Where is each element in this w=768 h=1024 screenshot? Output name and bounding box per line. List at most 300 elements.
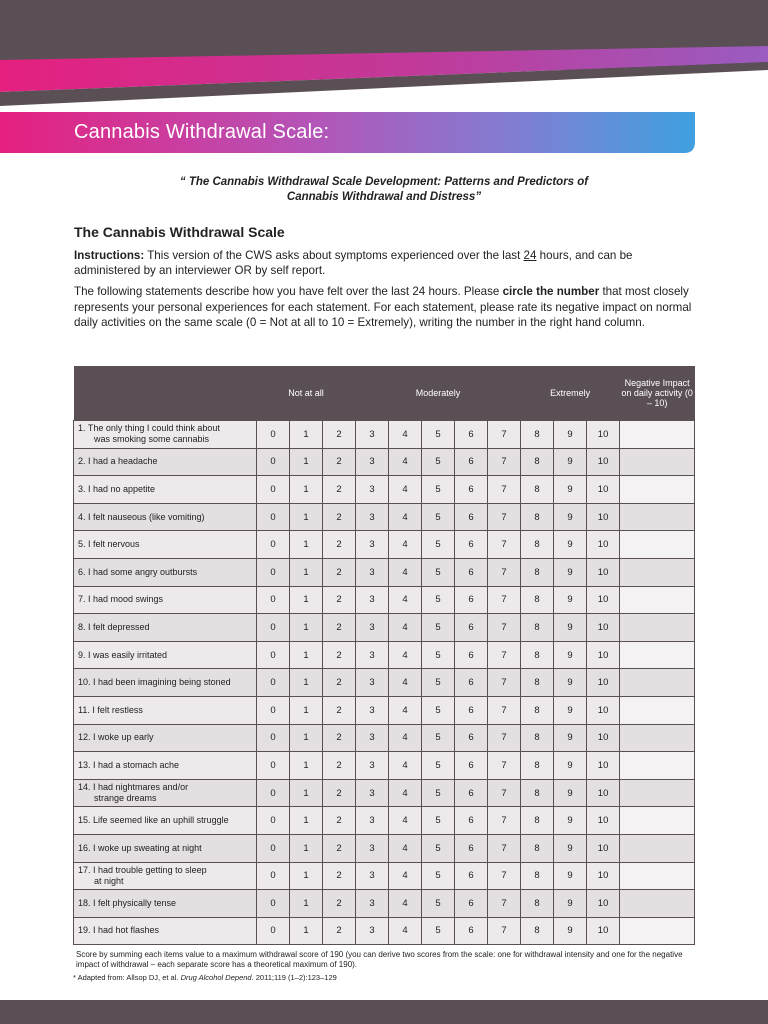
negative-impact-input[interactable] bbox=[620, 862, 695, 890]
scale-option[interactable]: 2 bbox=[323, 614, 356, 642]
scale-option[interactable]: 2 bbox=[323, 917, 356, 945]
scale-option[interactable]: 4 bbox=[389, 696, 422, 724]
item-label-line-1: 15. Life seemed like an uphill struggle bbox=[78, 815, 229, 826]
quote-line-2: Cannabis Withdrawal and Distress” bbox=[286, 191, 482, 203]
item-label-line-1: 9. I was easily irritated bbox=[78, 649, 168, 660]
negative-impact-input[interactable] bbox=[620, 421, 695, 449]
item-label-line-1: 16. I woke up sweating at night bbox=[78, 842, 202, 853]
scale-option[interactable]: 1 bbox=[290, 421, 323, 449]
scale-option[interactable]: 8 bbox=[521, 779, 554, 807]
table-row bbox=[74, 531, 695, 559]
scale-option[interactable]: 5 bbox=[422, 421, 455, 449]
item-label-line-1: 14. I had nightmares and/or bbox=[78, 782, 189, 793]
negative-impact-input[interactable] bbox=[620, 917, 695, 945]
scale-option[interactable]: 1 bbox=[290, 917, 323, 945]
scale-option[interactable]: 6 bbox=[455, 696, 488, 724]
scale-option[interactable]: 4 bbox=[389, 807, 422, 835]
item-label bbox=[74, 448, 257, 476]
scale-option[interactable]: 9 bbox=[554, 558, 587, 586]
scale-option[interactable]: 10 bbox=[587, 421, 620, 449]
scale-option[interactable]: 3 bbox=[356, 724, 389, 752]
negative-impact-input[interactable] bbox=[620, 503, 695, 531]
scale-option[interactable]: 6 bbox=[455, 917, 488, 945]
scale-option[interactable]: 8 bbox=[521, 476, 554, 504]
scale-option[interactable]: 5 bbox=[422, 558, 455, 586]
scale-option[interactable]: 2 bbox=[323, 531, 356, 559]
scale-option[interactable]: 2 bbox=[323, 476, 356, 504]
scale-option[interactable]: 5 bbox=[422, 807, 455, 835]
scale-option[interactable]: 10 bbox=[587, 531, 620, 559]
negative-impact-input[interactable] bbox=[620, 531, 695, 559]
table-row bbox=[74, 448, 695, 476]
negative-impact-input[interactable] bbox=[620, 669, 695, 697]
scale-option[interactable]: 4 bbox=[389, 448, 422, 476]
scale-option[interactable]: 2 bbox=[323, 421, 356, 449]
footer-bar bbox=[0, 1000, 768, 1024]
scale-option[interactable]: 7 bbox=[488, 834, 521, 862]
scale-option[interactable]: 2 bbox=[323, 752, 356, 780]
scale-option[interactable]: 9 bbox=[554, 641, 587, 669]
scale-option[interactable]: 4 bbox=[389, 641, 422, 669]
scale-option[interactable]: 7 bbox=[488, 669, 521, 697]
scale-option[interactable]: 9 bbox=[554, 586, 587, 614]
scale-option[interactable]: 10 bbox=[587, 890, 620, 918]
scale-option[interactable]: 7 bbox=[488, 421, 521, 449]
scale-option[interactable]: 3 bbox=[356, 862, 389, 890]
scale-option[interactable]: 1 bbox=[290, 641, 323, 669]
scale-option[interactable]: 0 bbox=[257, 586, 290, 614]
scale-option[interactable]: 3 bbox=[356, 669, 389, 697]
scale-option[interactable]: 7 bbox=[488, 890, 521, 918]
scale-option[interactable]: 6 bbox=[455, 834, 488, 862]
scale-option[interactable]: 6 bbox=[455, 724, 488, 752]
scale-option[interactable]: 8 bbox=[521, 669, 554, 697]
scale-option[interactable]: 1 bbox=[290, 586, 323, 614]
citation-suffix: . 2011;119 (1–2):123–129 bbox=[251, 973, 337, 982]
scale-option[interactable]: 8 bbox=[521, 696, 554, 724]
item-label bbox=[74, 531, 257, 559]
scale-option[interactable]: 9 bbox=[554, 724, 587, 752]
withdrawal-scale-table bbox=[73, 366, 695, 945]
scale-option[interactable]: 8 bbox=[521, 807, 554, 835]
table-row bbox=[74, 862, 695, 890]
negative-impact-input[interactable] bbox=[620, 586, 695, 614]
scale-option[interactable]: 7 bbox=[488, 503, 521, 531]
item-label-line-1: 17. I had trouble getting to sleep bbox=[78, 864, 207, 875]
scale-option[interactable]: 9 bbox=[554, 807, 587, 835]
statement-text-b: that most closely represents your personal experiences for each statement. For each statement, please rate its negative impact on normal daily activities on the same scale (0 = Not at all to 10 = Extremely), writing the number in the right hand column. bbox=[74, 285, 692, 329]
scale-option[interactable]: 10 bbox=[587, 586, 620, 614]
item-label-line-1: 12. I woke up early bbox=[78, 732, 154, 743]
scale-option[interactable]: 6 bbox=[455, 641, 488, 669]
scale-option[interactable]: 3 bbox=[356, 890, 389, 918]
scale-option[interactable]: 3 bbox=[356, 614, 389, 642]
scale-option[interactable]: 7 bbox=[488, 779, 521, 807]
scale-option[interactable]: 4 bbox=[389, 421, 422, 449]
scale-option[interactable]: 7 bbox=[488, 862, 521, 890]
scale-option[interactable]: 0 bbox=[257, 724, 290, 752]
scale-option[interactable]: 7 bbox=[488, 558, 521, 586]
item-label-line-1: 13. I had a stomach ache bbox=[78, 759, 180, 770]
table-row bbox=[74, 807, 695, 835]
negative-impact-input[interactable] bbox=[620, 752, 695, 780]
item-label-line-1: 10. I had been imagining being stoned bbox=[78, 677, 231, 688]
scale-option[interactable]: 5 bbox=[422, 503, 455, 531]
header-negative-impact: Negative Impact on daily activity (0 – 10) bbox=[620, 366, 695, 421]
scale-option[interactable]: 5 bbox=[422, 890, 455, 918]
scale-option[interactable]: 5 bbox=[422, 696, 455, 724]
scale-option[interactable]: 6 bbox=[455, 503, 488, 531]
instructions-text-a: This version of the CWS asks about symptoms experienced over the last bbox=[144, 249, 524, 262]
item-label-line-1: 3. I had no appetite bbox=[78, 483, 156, 494]
scale-option[interactable]: 3 bbox=[356, 586, 389, 614]
scale-option[interactable]: 5 bbox=[422, 614, 455, 642]
negative-impact-input[interactable] bbox=[620, 476, 695, 504]
scale-option[interactable]: 2 bbox=[323, 641, 356, 669]
scale-option[interactable]: 6 bbox=[455, 669, 488, 697]
scale-option[interactable]: 5 bbox=[422, 448, 455, 476]
scale-option[interactable]: 2 bbox=[323, 669, 356, 697]
scale-option[interactable]: 3 bbox=[356, 917, 389, 945]
scale-option[interactable]: 8 bbox=[521, 752, 554, 780]
scale-option[interactable]: 7 bbox=[488, 448, 521, 476]
scale-option[interactable]: 3 bbox=[356, 807, 389, 835]
scale-option[interactable]: 2 bbox=[323, 807, 356, 835]
scale-option[interactable]: 8 bbox=[521, 834, 554, 862]
scale-option[interactable]: 9 bbox=[554, 531, 587, 559]
instructions-paragraph bbox=[74, 248, 697, 278]
scale-option[interactable]: 0 bbox=[257, 531, 290, 559]
scale-option[interactable]: 2 bbox=[323, 834, 356, 862]
scale-option[interactable]: 0 bbox=[257, 917, 290, 945]
item-label bbox=[74, 724, 257, 752]
scale-option[interactable]: 10 bbox=[587, 669, 620, 697]
scale-option[interactable]: 10 bbox=[587, 503, 620, 531]
item-label bbox=[74, 696, 257, 724]
scale-option[interactable]: 5 bbox=[422, 752, 455, 780]
scale-option[interactable]: 1 bbox=[290, 834, 323, 862]
scale-option[interactable]: 3 bbox=[356, 752, 389, 780]
item-label bbox=[74, 586, 257, 614]
scale-option[interactable]: 4 bbox=[389, 862, 422, 890]
scale-option[interactable]: 6 bbox=[455, 862, 488, 890]
quote-line-1: “ The Cannabis Withdrawal Scale Development: Patterns and Predictors of bbox=[179, 176, 589, 188]
scale-option[interactable]: 4 bbox=[389, 752, 422, 780]
item-label bbox=[74, 890, 257, 918]
scale-option[interactable]: 1 bbox=[290, 779, 323, 807]
scale-option[interactable]: 4 bbox=[389, 614, 422, 642]
scale-option[interactable]: 2 bbox=[323, 696, 356, 724]
scale-option[interactable]: 7 bbox=[488, 752, 521, 780]
scale-option[interactable]: 6 bbox=[455, 476, 488, 504]
scale-option[interactable]: 0 bbox=[257, 807, 290, 835]
scale-option[interactable]: 8 bbox=[521, 724, 554, 752]
scale-option[interactable]: 5 bbox=[422, 586, 455, 614]
scale-option[interactable]: 3 bbox=[356, 779, 389, 807]
scale-option[interactable]: 2 bbox=[323, 724, 356, 752]
item-label bbox=[74, 779, 257, 807]
scale-option[interactable]: 6 bbox=[455, 448, 488, 476]
scale-option[interactable]: 0 bbox=[257, 421, 290, 449]
scale-option[interactable]: 8 bbox=[521, 917, 554, 945]
scale-option[interactable]: 0 bbox=[257, 890, 290, 918]
item-label bbox=[74, 476, 257, 504]
scale-option[interactable]: 4 bbox=[389, 890, 422, 918]
table-row bbox=[74, 476, 695, 504]
header-extremely: Extremely bbox=[521, 366, 620, 421]
scale-option[interactable]: 9 bbox=[554, 890, 587, 918]
instructions-label: Instructions: bbox=[74, 249, 145, 262]
scale-option[interactable]: 9 bbox=[554, 421, 587, 449]
scale-option[interactable]: 3 bbox=[356, 696, 389, 724]
scale-option[interactable]: 7 bbox=[488, 917, 521, 945]
scale-option[interactable]: 5 bbox=[422, 917, 455, 945]
scale-option[interactable]: 10 bbox=[587, 641, 620, 669]
scale-option[interactable]: 1 bbox=[290, 531, 323, 559]
scale-option[interactable]: 6 bbox=[455, 779, 488, 807]
scale-option[interactable]: 4 bbox=[389, 531, 422, 559]
header-moderately: Moderately bbox=[356, 366, 521, 421]
scale-option[interactable]: 2 bbox=[323, 586, 356, 614]
scale-option[interactable]: 0 bbox=[257, 779, 290, 807]
scale-option[interactable]: 0 bbox=[257, 834, 290, 862]
scale-option[interactable]: 9 bbox=[554, 696, 587, 724]
scale-option[interactable]: 5 bbox=[422, 531, 455, 559]
scale-option[interactable]: 3 bbox=[356, 448, 389, 476]
scale-option[interactable]: 0 bbox=[257, 558, 290, 586]
scale-option[interactable]: 6 bbox=[455, 531, 488, 559]
table-row bbox=[74, 890, 695, 918]
scale-option[interactable]: 0 bbox=[257, 752, 290, 780]
item-label bbox=[74, 752, 257, 780]
scale-option[interactable]: 3 bbox=[356, 476, 389, 504]
item-label bbox=[74, 917, 257, 945]
scale-option[interactable]: 3 bbox=[356, 834, 389, 862]
negative-impact-input[interactable] bbox=[620, 834, 695, 862]
negative-impact-input[interactable] bbox=[620, 724, 695, 752]
scale-option[interactable]: 10 bbox=[587, 862, 620, 890]
scale-option[interactable]: 5 bbox=[422, 834, 455, 862]
scale-option[interactable]: 7 bbox=[488, 696, 521, 724]
negative-impact-input[interactable] bbox=[620, 641, 695, 669]
scale-option[interactable]: 8 bbox=[521, 421, 554, 449]
scale-option[interactable]: 7 bbox=[488, 586, 521, 614]
scale-option[interactable]: 1 bbox=[290, 890, 323, 918]
scale-option[interactable]: 4 bbox=[389, 917, 422, 945]
scale-option[interactable]: 6 bbox=[455, 614, 488, 642]
scale-option[interactable]: 8 bbox=[521, 448, 554, 476]
table-row bbox=[74, 641, 695, 669]
scale-option[interactable]: 3 bbox=[356, 558, 389, 586]
scale-option[interactable]: 5 bbox=[422, 669, 455, 697]
table-row bbox=[74, 669, 695, 697]
item-label bbox=[74, 614, 257, 642]
scale-option[interactable]: 8 bbox=[521, 862, 554, 890]
scale-option[interactable]: 4 bbox=[389, 724, 422, 752]
scale-option[interactable]: 6 bbox=[455, 558, 488, 586]
scale-option[interactable]: 0 bbox=[257, 641, 290, 669]
scale-option[interactable]: 7 bbox=[488, 807, 521, 835]
scale-option[interactable]: 10 bbox=[587, 696, 620, 724]
scale-option[interactable]: 2 bbox=[323, 558, 356, 586]
table-row bbox=[74, 503, 695, 531]
item-label-line-1: 11. I felt restless bbox=[78, 704, 143, 715]
scale-option[interactable]: 3 bbox=[356, 421, 389, 449]
scale-option[interactable]: 3 bbox=[356, 531, 389, 559]
table-row bbox=[74, 834, 695, 862]
scale-option[interactable]: 1 bbox=[290, 476, 323, 504]
negative-impact-input[interactable] bbox=[620, 696, 695, 724]
negative-impact-input[interactable] bbox=[620, 779, 695, 807]
scale-option[interactable]: 0 bbox=[257, 862, 290, 890]
scale-option[interactable]: 9 bbox=[554, 476, 587, 504]
scale-option[interactable]: 4 bbox=[389, 558, 422, 586]
scale-option[interactable]: 2 bbox=[323, 448, 356, 476]
scale-option[interactable]: 9 bbox=[554, 917, 587, 945]
scale-option[interactable]: 10 bbox=[587, 834, 620, 862]
scale-option[interactable]: 9 bbox=[554, 503, 587, 531]
scale-option[interactable]: 9 bbox=[554, 752, 587, 780]
scale-option[interactable]: 9 bbox=[554, 779, 587, 807]
scale-option[interactable]: 1 bbox=[290, 807, 323, 835]
scale-option[interactable]: 4 bbox=[389, 586, 422, 614]
scale-option[interactable]: 9 bbox=[554, 834, 587, 862]
table-row bbox=[74, 779, 695, 807]
item-label-line-1: 4. I felt nauseous (like vomiting) bbox=[78, 511, 205, 522]
item-label bbox=[74, 421, 257, 449]
scale-option[interactable]: 1 bbox=[290, 558, 323, 586]
instructions-hours: 24 bbox=[523, 249, 537, 262]
scale-option[interactable]: 0 bbox=[257, 448, 290, 476]
negative-impact-input[interactable] bbox=[620, 448, 695, 476]
scale-option[interactable]: 9 bbox=[554, 448, 587, 476]
table-row bbox=[74, 917, 695, 945]
scale-option[interactable]: 4 bbox=[389, 834, 422, 862]
scale-option[interactable]: 9 bbox=[554, 614, 587, 642]
table-row bbox=[74, 558, 695, 586]
scale-option[interactable]: 4 bbox=[389, 476, 422, 504]
item-label-line-2: at night bbox=[94, 875, 124, 886]
item-label-line-1: 8. I felt depressed bbox=[78, 621, 150, 632]
scale-option[interactable]: 10 bbox=[587, 779, 620, 807]
scale-option[interactable]: 6 bbox=[455, 807, 488, 835]
scale-option[interactable]: 4 bbox=[389, 669, 422, 697]
scale-option[interactable]: 2 bbox=[323, 862, 356, 890]
item-label-line-1: 6. I had some angry outbursts bbox=[78, 566, 198, 577]
scale-option[interactable]: 5 bbox=[422, 779, 455, 807]
table-row bbox=[74, 724, 695, 752]
citation-journal: Drug Alcohol Depend bbox=[180, 973, 252, 982]
negative-impact-input[interactable] bbox=[620, 890, 695, 918]
scale-option[interactable]: 7 bbox=[488, 641, 521, 669]
negative-impact-input[interactable] bbox=[620, 558, 695, 586]
item-label bbox=[74, 807, 257, 835]
scale-option[interactable]: 8 bbox=[521, 890, 554, 918]
scale-option[interactable]: 2 bbox=[323, 890, 356, 918]
citation-prefix: * Adapted from: Allsop DJ, et al. bbox=[73, 973, 181, 982]
scale-option[interactable]: 5 bbox=[422, 724, 455, 752]
scale-option[interactable]: 1 bbox=[290, 862, 323, 890]
scale-option[interactable]: 10 bbox=[587, 752, 620, 780]
item-label bbox=[74, 503, 257, 531]
scale-option[interactable]: 4 bbox=[389, 503, 422, 531]
scale-option[interactable]: 8 bbox=[521, 641, 554, 669]
scale-option[interactable]: 10 bbox=[587, 614, 620, 642]
negative-impact-input[interactable] bbox=[620, 807, 695, 835]
item-label bbox=[74, 669, 257, 697]
scale-option[interactable]: 0 bbox=[257, 696, 290, 724]
negative-impact-input[interactable] bbox=[620, 614, 695, 642]
scale-option[interactable]: 8 bbox=[521, 531, 554, 559]
scale-option[interactable]: 1 bbox=[290, 752, 323, 780]
scale-option[interactable]: 10 bbox=[587, 448, 620, 476]
scale-option[interactable]: 9 bbox=[554, 862, 587, 890]
scale-option[interactable]: 5 bbox=[422, 862, 455, 890]
scale-option[interactable]: 8 bbox=[521, 503, 554, 531]
scale-option[interactable]: 1 bbox=[290, 614, 323, 642]
scale-option[interactable]: 6 bbox=[455, 421, 488, 449]
scale-option[interactable]: 10 bbox=[587, 558, 620, 586]
scale-option[interactable]: 0 bbox=[257, 669, 290, 697]
scale-option[interactable]: 0 bbox=[257, 476, 290, 504]
scale-option[interactable]: 10 bbox=[587, 807, 620, 835]
scale-option[interactable]: 10 bbox=[587, 917, 620, 945]
item-label-line-1: 1. The only thing I could think about bbox=[78, 423, 220, 434]
scale-option[interactable]: 2 bbox=[323, 503, 356, 531]
scale-option[interactable]: 8 bbox=[521, 614, 554, 642]
scale-option[interactable]: 2 bbox=[323, 779, 356, 807]
scale-option[interactable]: 0 bbox=[257, 614, 290, 642]
scale-option[interactable]: 7 bbox=[488, 531, 521, 559]
scale-option[interactable]: 6 bbox=[455, 586, 488, 614]
item-label-line-1: 5. I felt nervous bbox=[78, 539, 140, 550]
scale-option[interactable]: 1 bbox=[290, 669, 323, 697]
scale-option[interactable]: 10 bbox=[587, 724, 620, 752]
scale-option[interactable]: 8 bbox=[521, 558, 554, 586]
table-row bbox=[74, 421, 695, 449]
scale-option[interactable]: 1 bbox=[290, 724, 323, 752]
scale-option[interactable]: 3 bbox=[356, 641, 389, 669]
scale-option[interactable]: 5 bbox=[422, 641, 455, 669]
page-title: Cannabis Withdrawal Scale: bbox=[74, 121, 330, 143]
item-label bbox=[74, 862, 257, 890]
scale-option[interactable]: 7 bbox=[488, 724, 521, 752]
table-row bbox=[74, 614, 695, 642]
statement-paragraph bbox=[74, 284, 697, 331]
scale-option[interactable]: 6 bbox=[455, 890, 488, 918]
item-label bbox=[74, 641, 257, 669]
scale-option[interactable]: 10 bbox=[587, 476, 620, 504]
scale-option[interactable]: 1 bbox=[290, 503, 323, 531]
scale-option[interactable]: 1 bbox=[290, 448, 323, 476]
scale-option[interactable]: 0 bbox=[257, 503, 290, 531]
scale-option[interactable]: 7 bbox=[488, 614, 521, 642]
section-heading: The Cannabis Withdrawal Scale bbox=[74, 224, 285, 240]
scale-option[interactable]: 4 bbox=[389, 779, 422, 807]
instructions-text-b: hours, and can be administered by an interviewer OR by self report. bbox=[74, 249, 633, 277]
paper-title-quote bbox=[74, 175, 694, 205]
score-note: Score by summing each items value to a maximum withdrawal score of 190 (you can derive two scores from the scale: one for withdrawal intensity and one for the negative impact of withdrawal – each separate score has a theoretical maximum of 190). bbox=[76, 950, 683, 969]
scale-option[interactable]: 7 bbox=[488, 476, 521, 504]
scale-option[interactable]: 9 bbox=[554, 669, 587, 697]
scale-option[interactable]: 8 bbox=[521, 586, 554, 614]
scale-option[interactable]: 3 bbox=[356, 503, 389, 531]
scale-option[interactable]: 6 bbox=[455, 752, 488, 780]
scale-option[interactable]: 5 bbox=[422, 476, 455, 504]
item-label bbox=[74, 558, 257, 586]
citation bbox=[73, 973, 337, 982]
scale-option[interactable]: 1 bbox=[290, 696, 323, 724]
